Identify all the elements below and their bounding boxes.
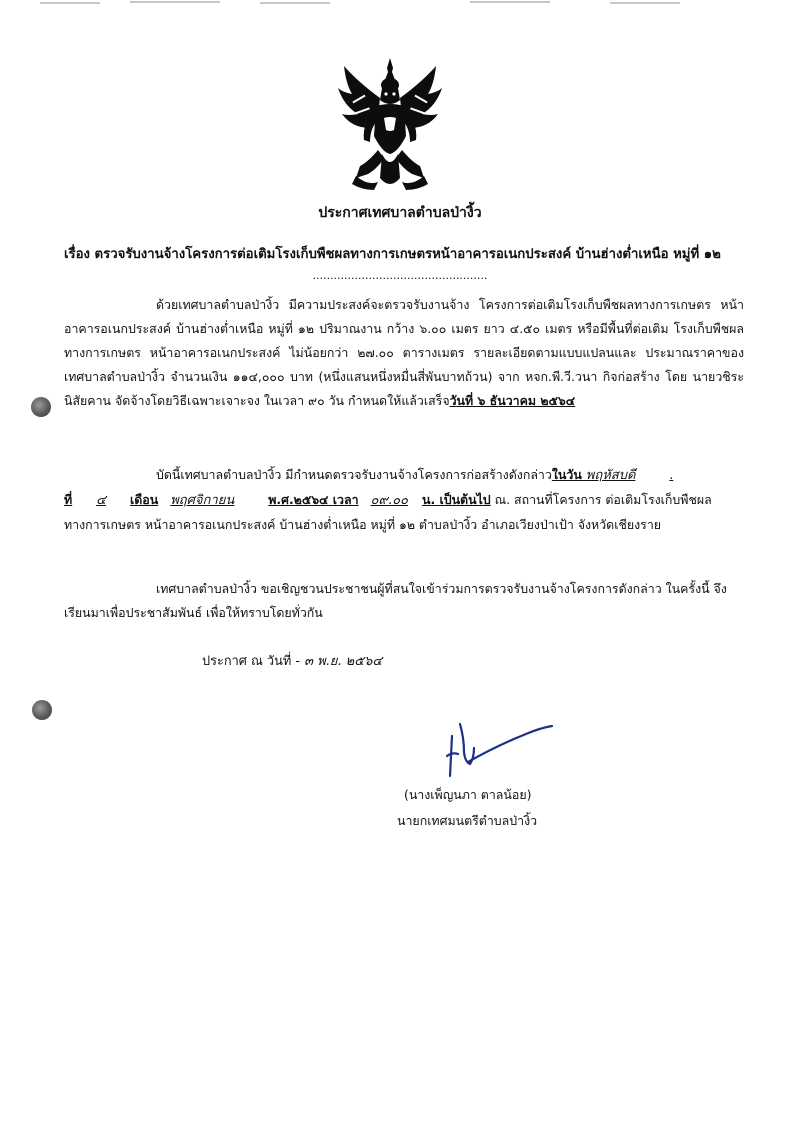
- paragraph-text: เทศบาลตำบลป่างิ้ว ขอเชิญชวนประชาชนผู้ที่สนใจเข้าร่วมการตรวจรับงานจ้างโครงการดังกล่าว ในครั้งนี้ จึงเรียนมาเพื่อประชาสัมพันธ์ เพื่อให้ทราบโดยทั่วกัน: [64, 581, 727, 620]
- handwritten-signature-icon: [446, 718, 556, 780]
- scan-artifact: [0, 0, 800, 14]
- paragraph-inspection-schedule: [64, 463, 744, 537]
- page-title: ประกาศเทศบาลตำบลป่างิ้ว: [318, 205, 482, 221]
- time-label: เวลา: [332, 492, 359, 507]
- paragraph-text: บัดนี้เทศบาลตำบลป่างิ้ว มีกำหนดตรวจรับงานจ้างโครงการก่อสร้างดังกล่าว: [156, 467, 552, 482]
- inspection-day-suffix: .: [669, 467, 674, 482]
- punch-hole-icon: [32, 700, 52, 720]
- announcement-date-handwritten: ๓ พ.ย. ๒๕๖๔: [304, 654, 383, 669]
- punch-hole-icon: [31, 397, 51, 417]
- announcement-date: [202, 651, 382, 673]
- time-handwritten: ๐๙.๐๐: [370, 493, 408, 508]
- date-label: ที่: [64, 492, 73, 507]
- month-handwritten: พฤศจิกายน: [170, 493, 235, 508]
- paragraph-project-details: [64, 293, 744, 413]
- paragraph-invitation: [64, 577, 744, 625]
- time-suffix: น. เป็นต้นไป: [422, 492, 491, 507]
- inspection-day-prefix: ในวัน: [551, 467, 582, 482]
- signer-title: นายกเทศมนตรีตำบลป่างิ้ว: [397, 813, 538, 828]
- announcement-subject: เรื่อง ตรวจรับงานจ้างโครงการต่อเติมโรงเก็บพืชผลทางการเกษตรหน้าอาคารอเนกประสงค์ บ้านฮ่างต่ำเหนือ หมู่ที่ ๑๒: [64, 247, 721, 262]
- month-label: เดือน: [130, 492, 159, 507]
- deadline-date: วันที่ ๖ ธันวาคม ๒๕๖๔: [449, 393, 576, 408]
- garuda-emblem-icon: [338, 58, 442, 198]
- separator: ..................................................: [312, 269, 488, 282]
- inspection-day-handwritten: พฤหัสบดี: [585, 468, 636, 483]
- paragraph-text: ด้วยเทศบาลตำบลป่างิ้ว มีความประสงค์จะตรวจรับงานจ้าง โครงการต่อเติมโรงเก็บพืชผลทางการเกษตร หน้าอาคารอเนกประสงค์ บ้านฮ่างต่ำเหนือ หมู่ที่ ๑๒ ปริมาณงาน กว้าง ๖.๐๐ เมตร ยาว ๔.๕๐ เมตร หรือมีพื้นที่ต่อเติม โรงเก็บพืชผลทางการเกษตร หน้าอาคารอเนกประสงค์ ไม่น้อยกว่า ๒๗.๐๐ ตารางเมตร รายละเอียดตามแบบแปลนและ ประมาณราคาของเทศบาลตำบลป่างิ้ว จำนวนเงิน ๑๑๔,๐๐๐ บาท (หนึ่งแสนหนึ่งหมื่นสี่พันบาทถ้วน) จาก หจก.พี.วี.วนา กิจก่อสร้าง โดย นายวชิระ นิสัยคาน จัดจ้างโดยวิธีเฉพาะเจาะจง ในเวลา ๙๐ วัน กำหนดให้แล้วเสร็จ: [64, 297, 744, 408]
- signer-name: (นางเพ็ญนภา ตาลน้อย): [404, 787, 532, 802]
- announcement-date-label: ประกาศ ณ วันที่ -: [202, 654, 300, 669]
- inspection-location: ณ. สถานที่โครงการ ต่อเติมโรงเก็บพืชผลทางการเกษตร หน้าอาคารอเนกประสงค์ บ้านฮ่างต่ำเหนือ หมู่ที่ ๑๒ ตำบลป่างิ้ว อำเภอเวียงป่าเป้า จังหวัดเชียงราย: [64, 492, 712, 532]
- year-label: พ.ศ.๒๕๖๔: [268, 492, 329, 507]
- date-handwritten: ๔: [96, 493, 107, 508]
